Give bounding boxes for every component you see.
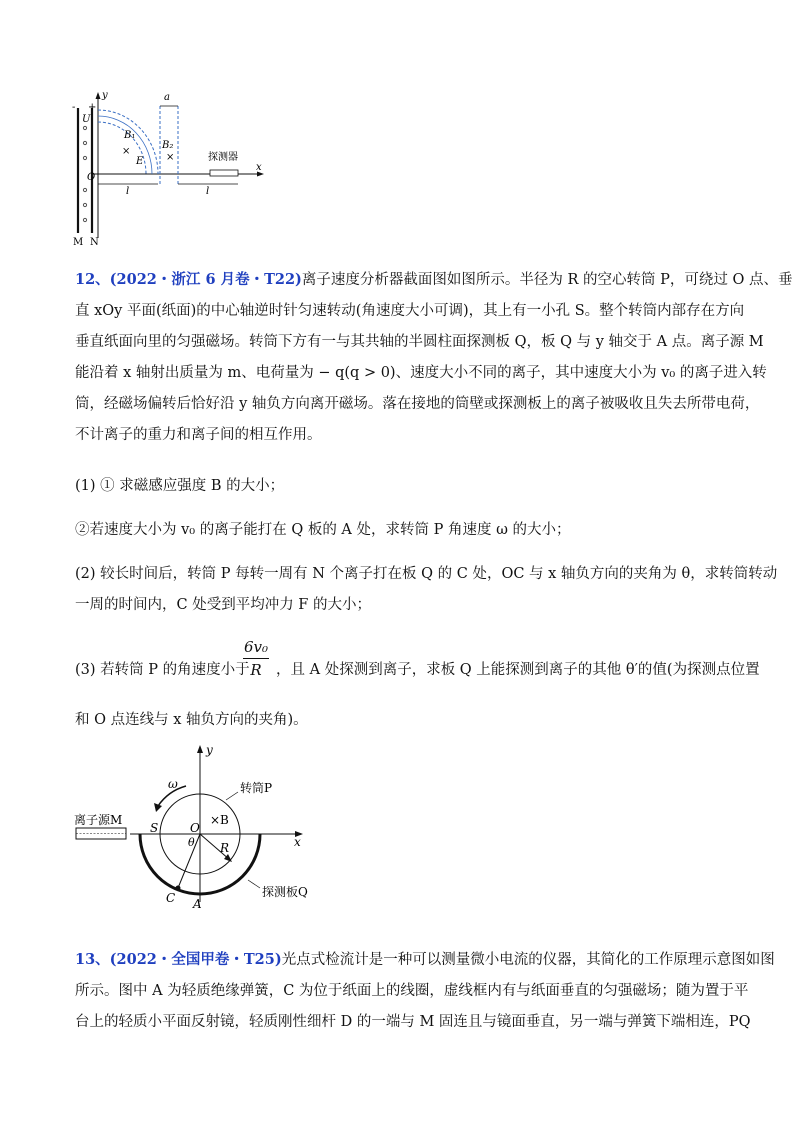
q12-sub1a: (1) ① 求磁感应强度 B 的大小； [75, 478, 285, 494]
fig1-l2-label: l [206, 186, 210, 197]
fig1-B1-label: B₁ [124, 130, 136, 141]
fig1-x-label: x [256, 162, 262, 173]
fig1-minus: - [72, 102, 76, 113]
q12-tag: 12、(2022・浙江 6 月卷・T22) [75, 271, 302, 288]
fig2-plate-label: 探测板Q [262, 885, 308, 899]
fig1-plus: + [88, 102, 97, 113]
q12-line-5: 筒，经磁场偏转后恰好沿 y 轴负方向离开磁场。落在接地的筒壁或探测板上的离子被吸收且失去所带电荷， [75, 396, 760, 412]
figure-velocity-selector [60, 88, 270, 248]
q12-sub3a-pre: (3) 若转筒 P 的角速度小于 [75, 662, 250, 678]
fig2-C-label: C [166, 891, 176, 905]
fig1-E-label: E [136, 156, 144, 167]
fig1-detector-label: 探测器 [208, 152, 238, 163]
fig1-l1-label: l [126, 186, 130, 197]
question-12 [75, 264, 793, 451]
fig2-A-label: A [193, 897, 202, 911]
fig1-cross: × [122, 146, 131, 157]
fig1-M-label: M [73, 237, 84, 248]
q13-line-3: 台上的轻质小平面反射镜，轻质刚性细杆 D 的一端与 M 固连且与镜面垂直，另一端与弹簧下端相连，PQ [75, 1014, 751, 1030]
fig1-O-label: O [87, 172, 96, 183]
fig2-O-label: O [190, 821, 200, 835]
q12-line-2: 直 xOy 平面(纸面)的中心轴逆时针匀速转动(角速度大小可调)，其上有一小孔 S。整个转筒内部存在方向 [75, 303, 745, 319]
q12-line-4: 能沿着 x 轴射出质量为 m、电荷量为 − q(q > 0)、速度大小不同的离子，其中速度大小为 v₀ 的离子进入转 [75, 365, 767, 381]
fig1-y-label: y [102, 90, 108, 101]
fig1-U-label: U [82, 114, 91, 125]
fig2-theta-label: θ [188, 836, 195, 849]
fig2-drum-label: 转筒P [240, 781, 273, 795]
fig2-x-label: x [294, 835, 301, 849]
q12-sub3b: 和 O 点连线与 x 轴负方向的夹角)。 [75, 712, 308, 728]
fig1-N-label: N [90, 237, 99, 248]
q12-line-3: 垂直纸面向里的匀强磁场。转筒下方有一与其共轴的半圆柱面探测板 Q，板 Q 与 y 轴交于 A 点。离子源 M [75, 334, 764, 350]
fig2-R-label: R [220, 841, 230, 855]
fig2-S-label: S [150, 821, 159, 835]
fig2-omega-label: ω [168, 777, 178, 791]
fig2-y-label: y [206, 743, 213, 757]
q12-fraction [243, 638, 269, 679]
fig1-cross2: × [166, 152, 175, 163]
fig2-B-label: ×B [210, 813, 229, 827]
fraction-numerator: 6v₀ [243, 638, 269, 659]
q12-line-6: 不计离子的重力和离子间的相互作用。 [75, 427, 322, 443]
fig1-a-label: a [164, 92, 170, 103]
q12-sub2b: 一周的时间内，C 处受到平均冲力 F 的大小； [75, 597, 371, 613]
q12-line-1: 12、(2022・浙江 6 月卷・T22)离子速度分析器截面图如图所示。半径为 R 的空心转筒 P，可绕过 O 点、垂 [75, 271, 793, 288]
question-13 [75, 944, 775, 1038]
fraction-denominator: R [250, 661, 262, 679]
q13-line-1: 13、(2022・全国甲卷・T25)光点式检流计是一种可以测量微小电流的仪器，其简化的工作原理示意图如图 [75, 951, 775, 968]
q12-sub1b: ②若速度大小为 v₀ 的离子能打在 Q 板的 A 处，求转筒 P 角速度 ω 的大小； [75, 522, 571, 538]
fig2-source-label: 离子源M [74, 813, 123, 827]
q13-line-2: 所示。图中 A 为轻质绝缘弹簧，C 为位于纸面上的线圈，虚线框内有与纸面垂直的匀强磁场；随为置于平 [75, 983, 749, 999]
q12-sub2a: (2) 较长时间后，转筒 P 每转一周有 N 个离子打在板 Q 的 C 处，OC 与 x 轴负方向的夹角为 θ，求转筒转动 [75, 566, 778, 582]
fig1-B2-label: B₂ [162, 140, 174, 151]
q13-tag: 13、(2022・全国甲卷・T25) [75, 951, 282, 968]
figure-ion-analyzer [70, 742, 330, 917]
q12-sub3a-post: ，且 A 处探测到离子，求板 Q 上能探测到离子的其他 θ′的值(为探测点位置 [276, 662, 760, 678]
